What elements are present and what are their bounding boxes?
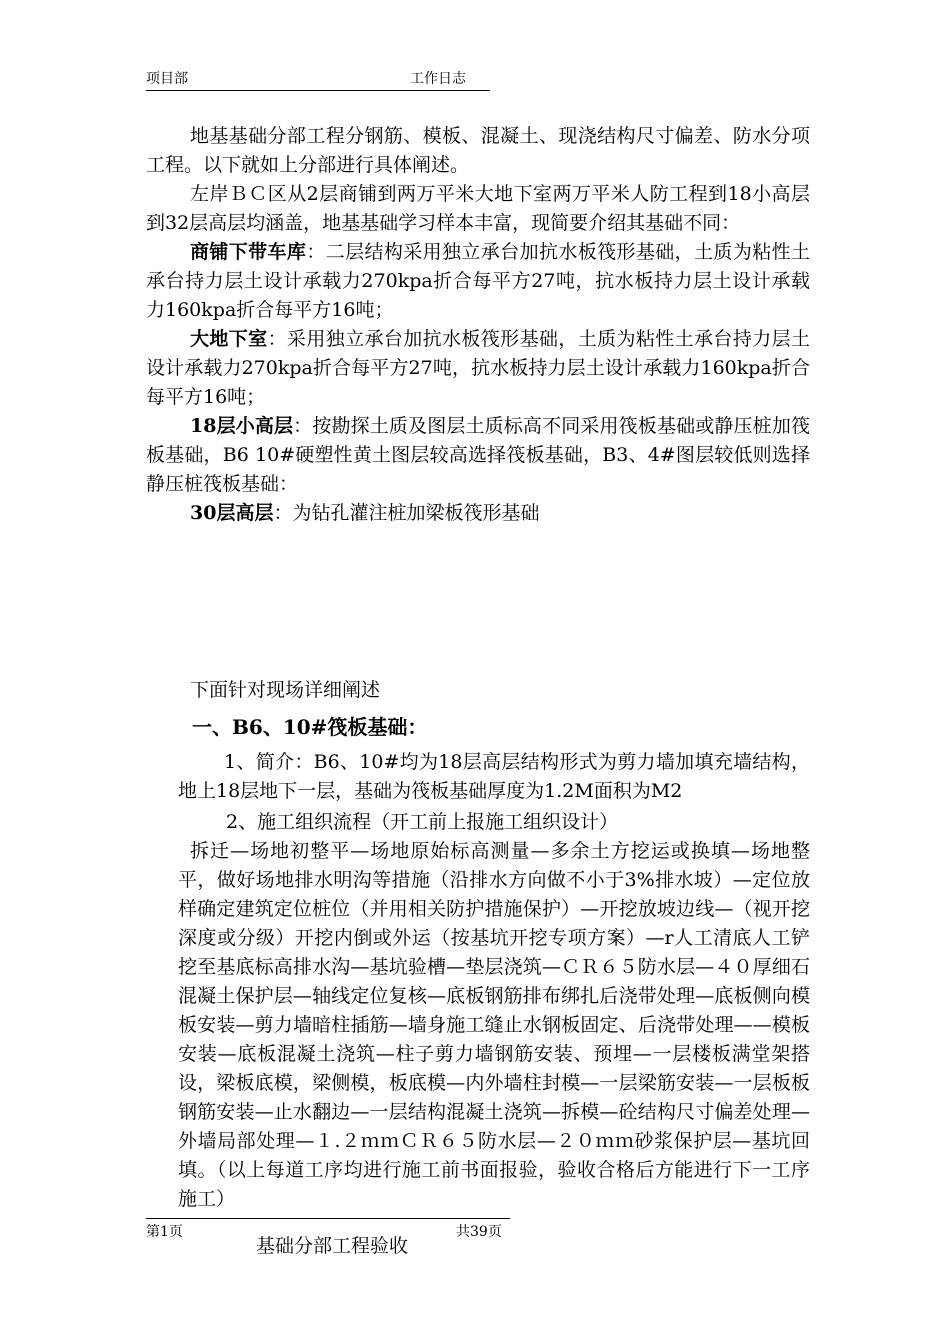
intro-paragraph: 地基基础分部工程分钢筋、模板、混凝土、现浇结构尺寸偏差、防水分项工程。以下就如上分部进行具体阐述。 [146, 125, 810, 176]
header-left: 项目部 [146, 71, 188, 87]
lead-paragraph: 下面针对现场详细阐述 [190, 679, 381, 701]
page-total: 共39页 [456, 1224, 502, 1240]
overview-paragraph: 左岸ＢＣ区从2层商铺到两万平米大地下室两万平米人防工程到18小高层到32层高层均涵盖，地基基础学习样本丰富，现简要介绍其基础不同： [146, 183, 810, 234]
page-header [146, 68, 490, 91]
item-text: ：为钻孔灌注桩加梁板筏形基础 [273, 502, 540, 524]
foundation-item [146, 238, 810, 325]
item-label: 大地下室 [190, 328, 268, 350]
page-number: 第1页 [146, 1224, 183, 1240]
flow-title: 2、施工组织流程（开工前上报施工组织设计） [226, 811, 619, 833]
item-label: 18层小高层 [190, 415, 294, 437]
foundation-item [146, 412, 810, 499]
section-title: 一、B6、10#筏板基础： [192, 715, 428, 739]
item-text: ：按勘探土质及图层土质标高不同采用筏板基础或静压桩加筏板基础，B6 10#硬塑性黄土图层较高选择筏板基础，B3、4#图层较低则选择静压桩筏板基础： [146, 415, 810, 495]
item-text: ：二层结构采用独立承台加抗水板筏形基础，土质为粘性土承台持力层土设计承载力270kpa折合每平方27吨，抗水板持力层土设计承载力160kpa折合每平方16吨； [146, 241, 810, 321]
item-text: ：采用独立承台加抗水板筏形基础，土质为粘性土承台持力层土设计承载力270kpa折合每平方27吨，抗水板持力层土设计承载力160kpa折合每平方16吨； [146, 328, 810, 408]
header-right: 工作日志 [410, 71, 466, 87]
foundation-item [146, 325, 810, 412]
document-body [146, 122, 810, 1261]
foundation-item [146, 499, 810, 528]
item-label: 商铺下带车库 [190, 241, 307, 263]
item-label: 30层高层 [190, 502, 274, 524]
flow-text: 拆迁—场地初整平—场地原始标高测量—多余土方挖运或换填—场地整平，做好场地排水明沟等措施（沿排水方向做不小于3%排水坡）—定位放样确定建筑定位桩位（并用相关防护措施保护）—开挖放坡边线—（视开挖深度或分级）开挖内倒或外运（按基坑开挖专项方案）—r人工清底人工铲挖至基底标高排水沟—基坑验槽—垫层浇筑—ＣＲ６５防水层—４０厚细石混凝土保护层—轴线定位复核—底板钢筋排布绑扎后浇带处理—底板侧向模板安装—剪力墙暗柱插筋—墙身施工缝止水钢板固定、后浇带处理——模板安装—底板混凝土浇筑—柱子剪力墙钢筋安装、预埋—一层楼板满堂架搭设，梁板底模，梁侧模，板底模—内外墙柱封模—一层梁筋安装—一层板板钢筋安装—止水翻边—一层结构混凝土浇筑—拆模—砼结构尺寸偏差处理—外墙局部处理—１.２ｍｍＣＲ６５防水层—２０ｍｍ砂浆保护层—基坑回填。（以上每道工序均进行施工前书面报验，验收合格后方能进行下一工序施工） [178, 840, 810, 1210]
subheading: 基础分部工程验收 [256, 1235, 409, 1257]
page-footer [146, 1218, 510, 1240]
intro-item: 1、简介：B6、10#均为18层高层结构形式为剪力墙加填充墙结构，地上18层地下一层，基础为筏板基础厚度为1.2M面积为M2 [178, 751, 810, 802]
